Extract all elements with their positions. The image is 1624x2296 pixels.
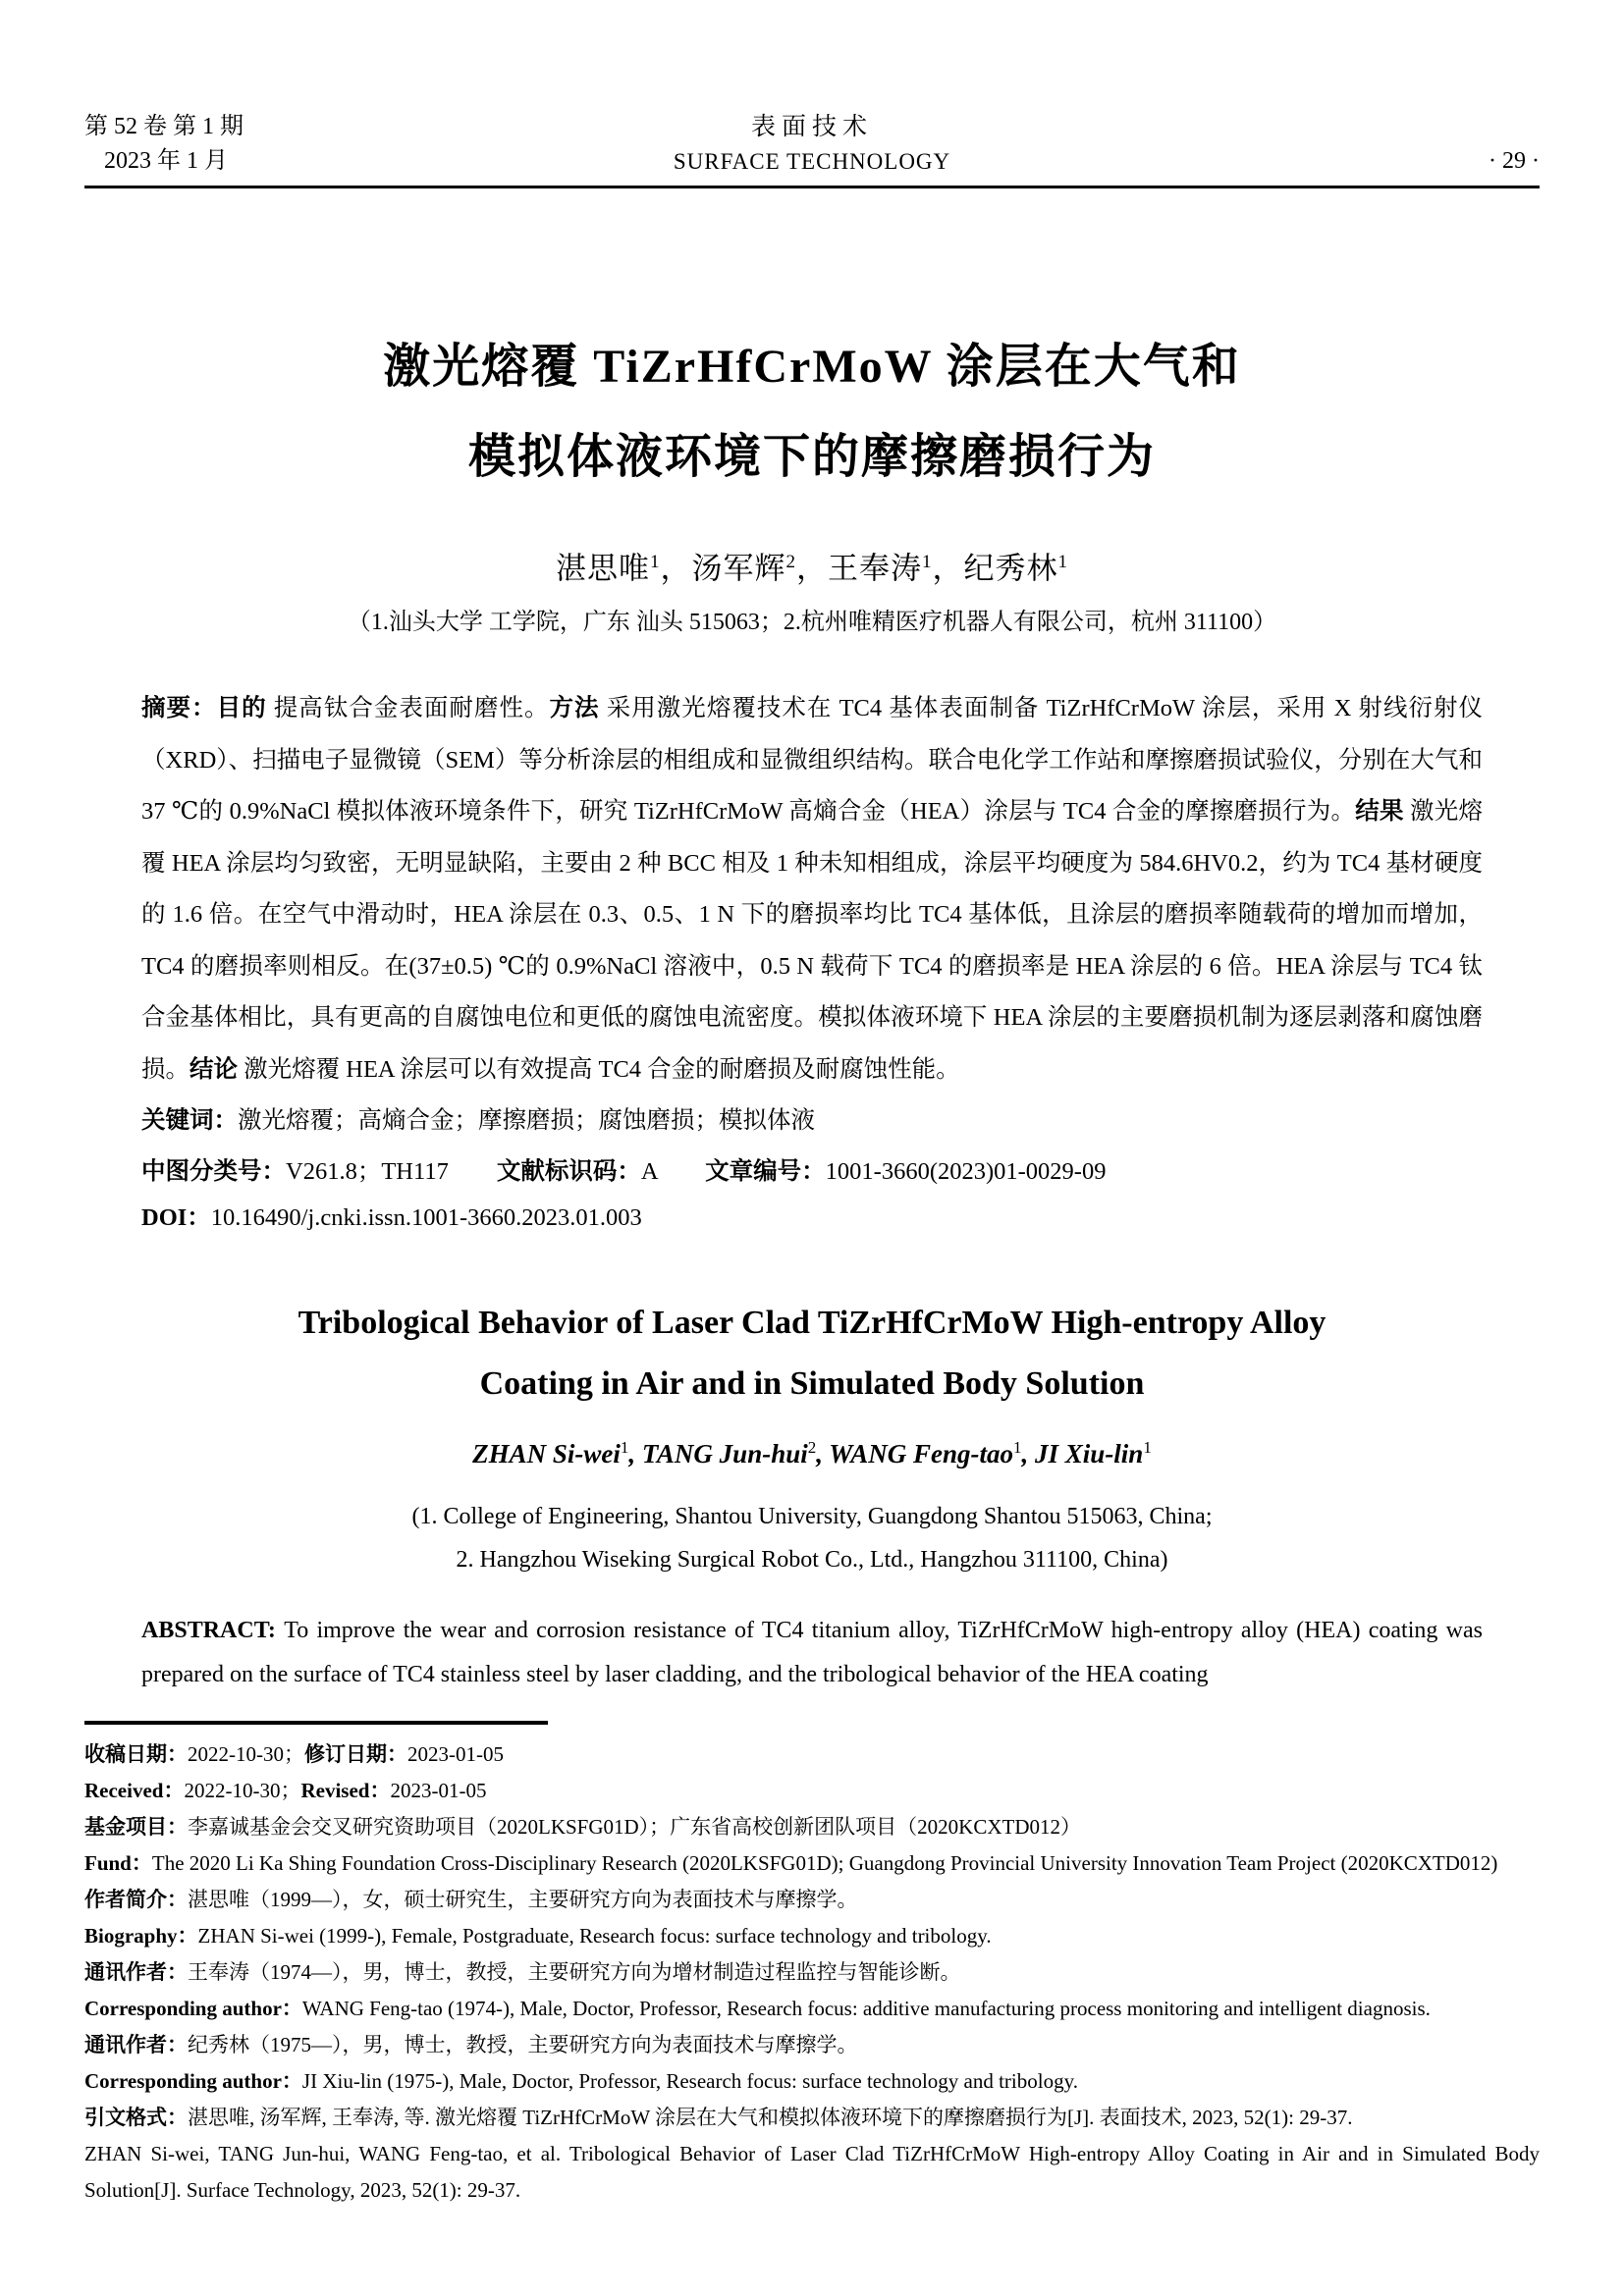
keywords-cn: 关键词：激光熔覆；高熵合金；摩擦磨损；腐蚀磨损；模拟体液 (141, 1107, 815, 1135)
volume-issue: 第 52 卷 第 1 期 (84, 114, 244, 139)
authors-en: ZHAN Si-wei$^1$, TANG Jun-hui$^2$, WANG Feng-tao$^1$, JI Xiu-lin$^1$ (472, 1437, 1152, 1468)
paper-title-en-line2: Coating in Air and in Simulated Body Solution (479, 1364, 1145, 1402)
header-center (674, 110, 950, 179)
abstract-en: ABSTRACT: To improve the wear and corrosion resistance of TC4 titanium alloy, TiZrHfCrMoW high-entropy alloy (HEA) coating was prepared on the surface of TC4 stainless steel by laser cladding, and the tribological behavior of the HEA coating (141, 1617, 1483, 1687)
doi-line: DOI：10.16490/j.cnki.issn.1001-3660.2023.01.003 (141, 1203, 642, 1231)
abstract-cn: 摘要：目的 提高钛合金表面耐磨性。方法 采用激光熔覆技术在 TC4 基体表面制备 TiZrHfCrMoW 涂层，采用 X 射线衍射仪（XRD）、扫描电子显微镜（SEM）等分析涂层的相组成和显微组织结构。联合电化学工作站和摩擦磨损试验仪，分别在大气和 37 ℃的 0.9%NaCl 模拟体液环境条件下，研究 TiZrHfCrMoW 高熵合金（HEA）涂层与 TC4 合金的摩擦磨损行为。结果 激光熔覆 HEA 涂层均匀致密，无明显缺陷，主要由 2 种 BCC 相及 1 种未知相组成，涂层平均硬度为 584.6HV0.2，约为 TC4 基材硬度的 1.6 倍。在空气中滑动时，HEA 涂层在 0.3、0.5、1 N 下的磨损率均比 TC4 基体低，且涂层的磨损率随载荷的增加而增加，TC4 的磨损率则相反。在(37±0.5) ℃的 0.9%NaCl 溶液中，0.5 N 载荷下 TC4 的磨损率是 HEA 涂层的 6 倍。HEA 涂层与 TC4 钛合金基体相比，具有更高的自腐蚀电位和更低的腐蚀电流密度。模拟体液环境下 HEA 涂层的主要磨损机制为逐层剥落和腐蚀磨损。结论 激光熔覆 HEA 涂层可以有效提高 TC4 合金的耐磨损及耐腐蚀性能。 (141, 695, 1484, 1083)
footnote-corresponding2-cn: 通讯作者：纪秀林（1975—），男，博士，教授，主要研究方向为表面技术与摩擦学。 (84, 2032, 858, 2056)
footnote-corresponding2-en: Corresponding author：JI Xiu-lin (1975-), Male, Doctor, Professor, Research focus: surface technology and tribology. (84, 2068, 1078, 2093)
page-number: · 29 · (1489, 148, 1540, 174)
footnote-citation-cn: 引文格式：湛思唯, 汤军辉, 王奉涛, 等. 激光熔覆 TiZrHfCrMoW 涂层在大气和模拟体液环境下的摩擦磨损行为[J]. 表面技术, 2023, 52(1): 29-37. (84, 2105, 1353, 2129)
footnote-received-en: Received：2022-10-30；Revised：2023-01-05 (84, 1778, 487, 1802)
header-left (84, 110, 674, 179)
footnote-received-cn: 收稿日期：2022-10-30；修订日期：2023-01-05 (84, 1741, 504, 1766)
footnotes (84, 1736, 1540, 2209)
abstract-block-cn (141, 683, 1483, 1148)
authors-cn: 湛思唯$^1$，汤军辉$^2$，王奉涛$^1$，纪秀林$^1$ (556, 551, 1068, 586)
affiliation-en-line1: (1. College of Engineering, Shantou University, Guangdong Shantou 515063, China; (411, 1503, 1213, 1529)
paper-title-en (84, 1293, 1540, 1415)
affiliation-en-line2: 2. Hangzhou Wiseking Surgical Robot Co., Ltd., Hangzhou 311100, China) (456, 1546, 1168, 1573)
classification-line: 中图分类号：V261.8；TH117 文献标识码：A 文章编号：1001-3660(2023)01-0029-09 (141, 1157, 1107, 1185)
footnote-biography-en: Biography：ZHAN Si-wei (1999-), Female, Postgraduate, Research focus: surface technology and tribology. (84, 1923, 992, 1948)
footnote-corresponding1-cn: 通讯作者：王奉涛（1974—），男，博士，教授，主要研究方向为增材制造过程监控与智能诊断。 (84, 1959, 961, 1984)
footnote-rule (84, 1721, 548, 1725)
affiliation-cn: （1.汕头大学 工学院，广东 汕头 515063；2.杭州唯精医疗机器人有限公司，杭州 311100） (347, 610, 1277, 636)
issue-date: 2023 年 1 月 (104, 148, 228, 174)
footnote-citation-en: ZHAN Si-wei, TANG Jun-hui, WANG Feng-tao, et al. Tribological Behavior of Laser Clad TiZrHfCrMoW High-entropy Alloy Coating in Air and in Simulated Body Solution[J]. Surface Technology, 2023, 52(1): 29-37. (84, 2141, 1540, 2202)
journal-header (84, 110, 1540, 179)
footnote-fund-en: Fund：The 2020 Li Ka Shing Foundation Cross-Disciplinary Research (2020LKSFG01D); Guangdong Provincial University Innovation Team Project (2020KCXTD012) (84, 1850, 1498, 1875)
footnote-biography-cn: 作者简介：湛思唯（1999—），女，硕士研究生，主要研究方向为表面技术与摩擦学。 (84, 1887, 858, 1911)
paper-title-cn-line2: 模拟体液环境下的摩擦磨损行为 (467, 431, 1156, 483)
paper-title-en-line1: Tribological Behavior of Laser Clad TiZrHfCrMoW High-entropy Alloy (298, 1304, 1326, 1341)
header-rule (84, 186, 1540, 188)
journal-title-en: SURFACE TECHNOLOGY (673, 149, 951, 174)
footnote-corresponding1-en: Corresponding author：WANG Feng-tao (1974-), Male, Doctor, Professor, Research focus: additive manufacturing process monitoring and intelligent diagnosis. (84, 1996, 1431, 2020)
paper-title-cn (84, 322, 1540, 503)
paper-title-cn-line1: 激光熔覆 TiZrHfCrMoW 涂层在大气和 (383, 341, 1241, 393)
journal-title-cn: 表面技术 (750, 114, 873, 140)
affiliation-en (84, 1495, 1540, 1581)
header-right (950, 110, 1540, 179)
footnote-fund-cn: 基金项目：李嘉诚基金会交叉研究资助项目（2020LKSFG01D）；广东省高校创新团队项目（2020KCXTD012） (84, 1814, 1082, 1839)
